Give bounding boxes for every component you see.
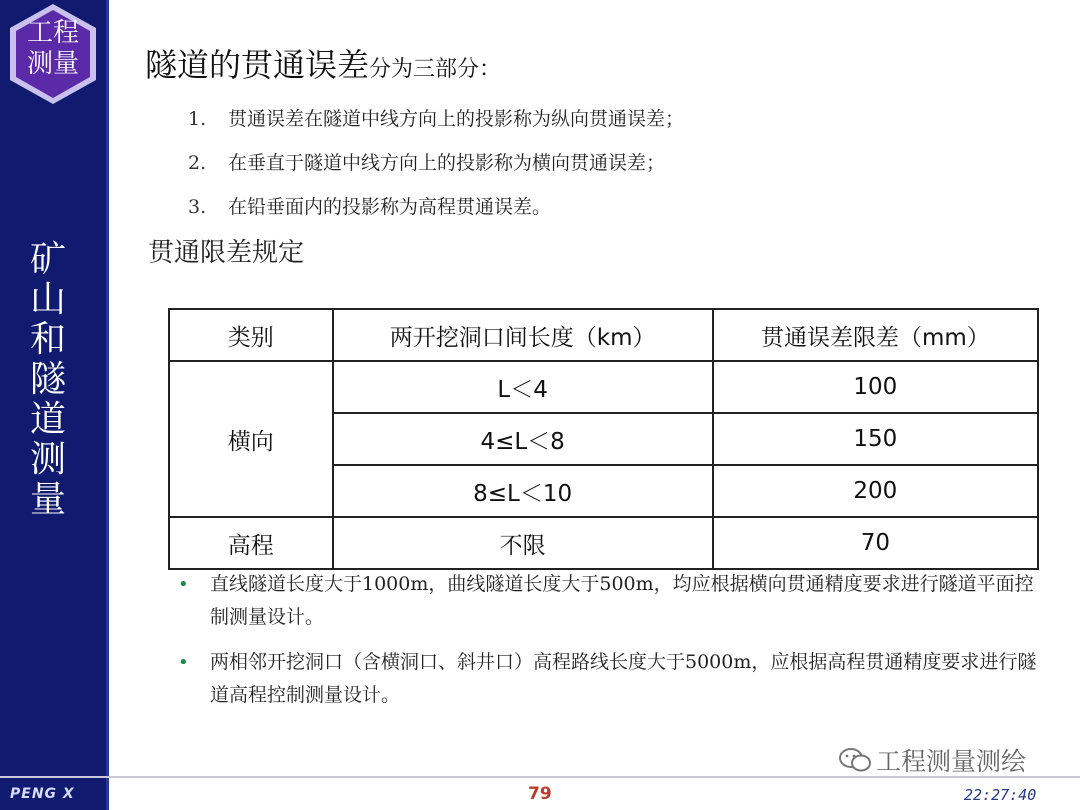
point-number: 1. bbox=[188, 108, 207, 130]
sidebar-edge bbox=[106, 0, 109, 810]
bullet-dot-icon: • bbox=[178, 652, 189, 673]
bullet-item-1 bbox=[178, 568, 1048, 634]
header-length: 两开挖洞口间长度（km） bbox=[333, 309, 713, 361]
point-number: 2. bbox=[188, 152, 207, 174]
table-row bbox=[169, 517, 1038, 569]
length-cell: L＜4 bbox=[333, 361, 713, 413]
vertical-char: 道 bbox=[29, 399, 66, 440]
timestamp: 22:27:40 bbox=[964, 786, 1037, 804]
watermark-text: 工程测量测绘 bbox=[876, 747, 1027, 776]
limit-cell: 100 bbox=[713, 361, 1038, 413]
length-cell: 4≤L＜8 bbox=[333, 413, 713, 465]
badge-line-1: 工程 bbox=[26, 18, 79, 48]
point-text: 在垂直于隧道中线方向上的投影称为横向贯通误差； bbox=[228, 152, 666, 174]
table-header-row bbox=[169, 309, 1038, 361]
vertical-course-title bbox=[18, 240, 78, 520]
wechat-icon bbox=[838, 746, 872, 774]
vertical-char: 量 bbox=[29, 479, 66, 520]
limit-cell: 150 bbox=[713, 413, 1038, 465]
point-text: 在铅垂面内的投影称为高程贯通误差。 bbox=[228, 196, 552, 218]
slide-title-main: 隧道的贯通误差 bbox=[145, 46, 370, 84]
vertical-char: 测 bbox=[29, 439, 66, 480]
author-label: PENG X bbox=[10, 786, 75, 802]
category-cell: 高程 bbox=[169, 517, 333, 569]
bullet-dot-icon: • bbox=[178, 574, 189, 595]
numbered-point-3 bbox=[188, 192, 551, 219]
page-number: 79 bbox=[528, 784, 552, 804]
table-row bbox=[169, 361, 1038, 413]
slide-title bbox=[145, 40, 501, 86]
length-cell: 不限 bbox=[333, 517, 713, 569]
badge-line-2: 测量 bbox=[26, 49, 79, 79]
slide-title-sub: 分为三部分： bbox=[369, 57, 502, 82]
watermark bbox=[838, 742, 1026, 778]
vertical-char: 矿 bbox=[29, 239, 66, 280]
numbered-point-2 bbox=[188, 148, 665, 175]
vertical-char: 山 bbox=[29, 279, 66, 320]
limit-cell: 200 bbox=[713, 465, 1038, 517]
bullet-item-2 bbox=[178, 646, 1048, 712]
vertical-char: 隧 bbox=[29, 359, 66, 400]
point-text: 贯通误差在隧道中线方向上的投影称为纵向贯通误差； bbox=[228, 108, 685, 130]
vertical-char: 和 bbox=[29, 319, 66, 360]
header-category: 类别 bbox=[169, 309, 333, 361]
limit-cell: 70 bbox=[713, 517, 1038, 569]
section-title: 贯通限差规定 bbox=[148, 238, 305, 268]
bullet-text: 直线隧道长度大于1000m，曲线隧道长度大于500m，均应根据横向贯通精度要求进行隧道平面控制测量设计。 bbox=[210, 573, 1034, 628]
bullet-text: 两相邻开挖洞口（含横洞口、斜井口）高程路线长度大于5000m，应根据高程贯通精度要求进行隧道高程控制测量设计。 bbox=[210, 651, 1037, 706]
limits-table bbox=[168, 308, 1039, 570]
numbered-point-1 bbox=[188, 104, 684, 131]
category-cell: 横向 bbox=[169, 361, 333, 517]
point-number: 3. bbox=[188, 196, 207, 218]
header-limit: 贯通误差限差（mm） bbox=[713, 309, 1038, 361]
length-cell: 8≤L＜10 bbox=[333, 465, 713, 517]
footer-divider bbox=[0, 776, 1080, 778]
badge-text bbox=[8, 18, 98, 80]
